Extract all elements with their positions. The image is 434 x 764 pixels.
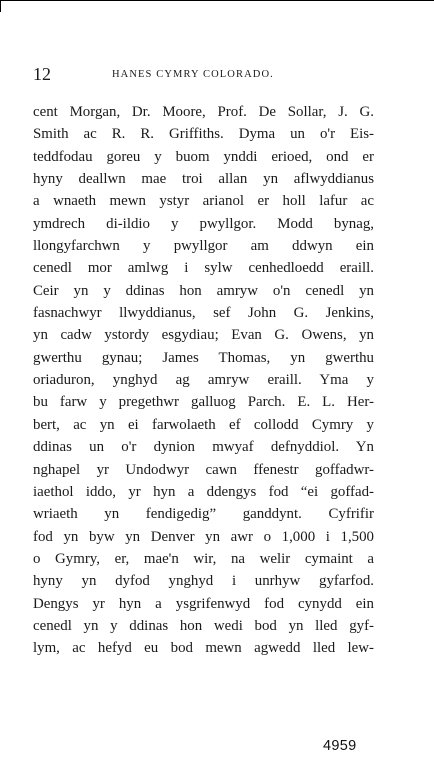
text-line: cenedl yn y ddinas hon wedi bod yn lled gyf- — [33, 617, 374, 634]
text-line: fasnachwyr llwyddianus, sef John G. Jenkins, — [33, 305, 374, 322]
text-line: lym, ac hefyd eu bod mewn agwedd lled lew- — [33, 640, 374, 657]
text-line: a wnaeth mewn ystyr arianol er holl lafur ac — [33, 193, 374, 210]
text-line: bert, ac yn ei farwolaeth ef collodd Cymry y — [33, 416, 374, 433]
text-line: teddfodau goreu y buom ynddi erioed, ond er — [33, 148, 374, 165]
text-line: cenedl mor amlwg i sylw cenhedloedd eraill. — [33, 260, 374, 277]
text-line: ddinas un o'r dynion mwyaf defnyddiol. Yn — [33, 439, 374, 456]
text-line: o Gymry, er, mae'n wir, na welir cymaint a — [33, 550, 374, 567]
left-edge-mark — [0, 0, 1, 12]
text-line: iaethol iddo, yr hyn a ddengys fod “ei goffad- — [33, 483, 374, 500]
page-number: 12 — [33, 64, 51, 84]
text-line: gwerthu gynau; James Thomas, yn gwerthu — [33, 349, 374, 366]
text-line: wriaeth yn fendigedig” ganddynt. Cyfrifir — [33, 506, 374, 523]
text-line: Smith ac R. R. Griffiths. Dyma un o'r Eis- — [33, 126, 374, 143]
text-line: ymdrech di-ildio y pwyllgor. Modd bynag, — [33, 215, 374, 232]
catalog-stamp-number: 4959 — [323, 738, 357, 754]
text-line: Ceir yn y ddinas hon amryw o'n cenedl yn — [33, 282, 374, 299]
text-line: yn cadw ystordy esgydiau; Evan G. Owens, yn — [33, 327, 374, 344]
text-line: hyny yn dyfod ynghyd i unrhyw gyfarfod. — [33, 573, 374, 590]
text-line: llongyfarchwn y pwyllgor am ddwyn ein — [33, 238, 374, 255]
text-line: cent Morgan, Dr. Moore, Prof. De Sollar, J. G. — [33, 104, 374, 120]
text-line: hyny deallwn mae troi allan yn aflwyddianus — [33, 171, 374, 188]
body-text — [33, 101, 374, 660]
text-line: oriaduron, ynghyd ag amryw eraill. Yma y — [33, 372, 374, 389]
text-line: bu farw y pregethwr galluog Parch. E. L. Her- — [33, 394, 374, 411]
text-line: fod yn byw yn Denver yn awr o 1,000 i 1,500 — [33, 528, 374, 545]
top-border-rule — [0, 0, 434, 1]
running-title: HANES CYMRY COLORADO. — [112, 69, 274, 80]
text-line: nghapel yr Undodwyr cawn ffenestr goffadwr- — [33, 461, 374, 478]
text-line: Dengys yr hyn a ysgrifenwyd fod cynydd ein — [33, 595, 374, 612]
